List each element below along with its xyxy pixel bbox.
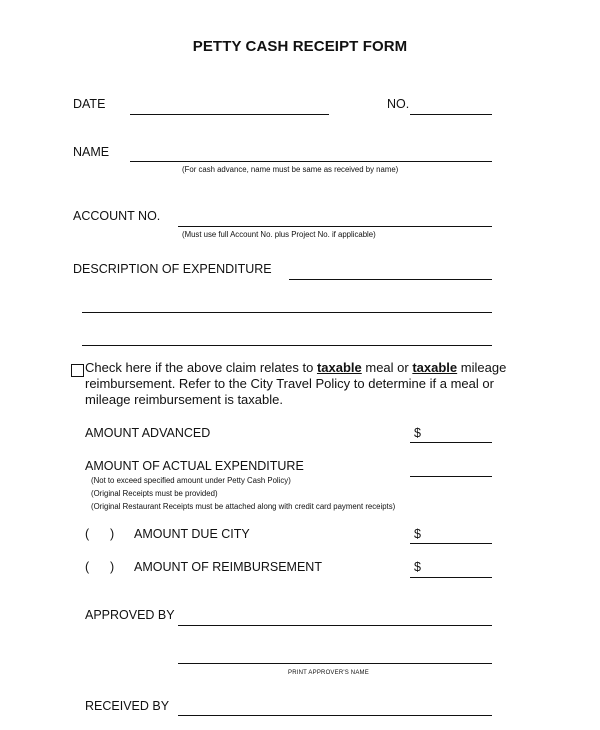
name-note: (For cash advance, name must be same as received by name) xyxy=(182,165,399,174)
account-field[interactable] xyxy=(178,226,492,227)
approved-by-label: APPROVED BY xyxy=(85,608,175,622)
reimbursement-currency: $ xyxy=(414,560,421,574)
taxable-word-1: taxable xyxy=(316,360,362,375)
no-field[interactable] xyxy=(410,114,492,115)
amount-advanced-currency: $ xyxy=(414,426,421,440)
description-line-2[interactable] xyxy=(82,312,492,313)
reimbursement-paren[interactable]: ( ) xyxy=(85,560,115,574)
description-field[interactable] xyxy=(289,279,492,280)
no-label: NO. xyxy=(387,97,410,111)
account-label: ACCOUNT NO. xyxy=(73,209,161,223)
taxable-checkbox[interactable] xyxy=(71,364,84,377)
due-city-currency: $ xyxy=(414,527,421,541)
name-field[interactable] xyxy=(130,161,492,162)
due-city-field[interactable] xyxy=(410,543,492,544)
print-approver-name-label: PRINT APPROVER'S NAME xyxy=(288,670,369,676)
paragraph-text-3: mileage reimbursement. Refer to the City Travel Policy to determine if a meal or mileage reimbursement is taxable. xyxy=(85,360,507,407)
paragraph-text-2: meal or xyxy=(361,360,413,375)
due-city-paren[interactable]: ( ) xyxy=(85,527,115,541)
account-note: (Must use full Account No. plus Project No. if applicable) xyxy=(182,230,376,239)
actual-note-3: (Original Restaurant Receipts must be attached along with credit card payment receipts) xyxy=(91,502,396,511)
date-field[interactable] xyxy=(130,114,329,115)
name-label: NAME xyxy=(73,145,110,159)
approver-print-name-field[interactable] xyxy=(178,663,492,664)
taxable-paragraph xyxy=(85,360,510,408)
description-line-3[interactable] xyxy=(82,345,492,346)
received-by-label: RECEIVED BY xyxy=(85,699,170,713)
actual-expenditure-field[interactable] xyxy=(410,476,492,477)
form-title: PETTY CASH RECEIPT FORM xyxy=(192,38,408,55)
description-label: DESCRIPTION OF EXPENDITURE xyxy=(73,262,272,276)
approved-by-field[interactable] xyxy=(178,625,492,626)
actual-note-1: (Not to exceed specified amount under Petty Cash Policy) xyxy=(91,476,291,485)
reimbursement-label: AMOUNT OF REIMBURSEMENT xyxy=(134,560,322,574)
amount-advanced-field[interactable] xyxy=(410,442,492,443)
amount-advanced-label: AMOUNT ADVANCED xyxy=(85,426,211,440)
actual-note-2: (Original Receipts must be provided) xyxy=(91,489,218,498)
received-by-field[interactable] xyxy=(178,715,492,716)
date-label: DATE xyxy=(73,97,106,111)
due-city-label: AMOUNT DUE CITY xyxy=(134,527,250,541)
paragraph-text-1: Check here if the above claim relates to xyxy=(85,360,317,375)
reimbursement-field[interactable] xyxy=(410,577,492,578)
taxable-word-2: taxable xyxy=(412,360,458,375)
actual-expenditure-label: AMOUNT OF ACTUAL EXPENDITURE xyxy=(85,459,304,473)
